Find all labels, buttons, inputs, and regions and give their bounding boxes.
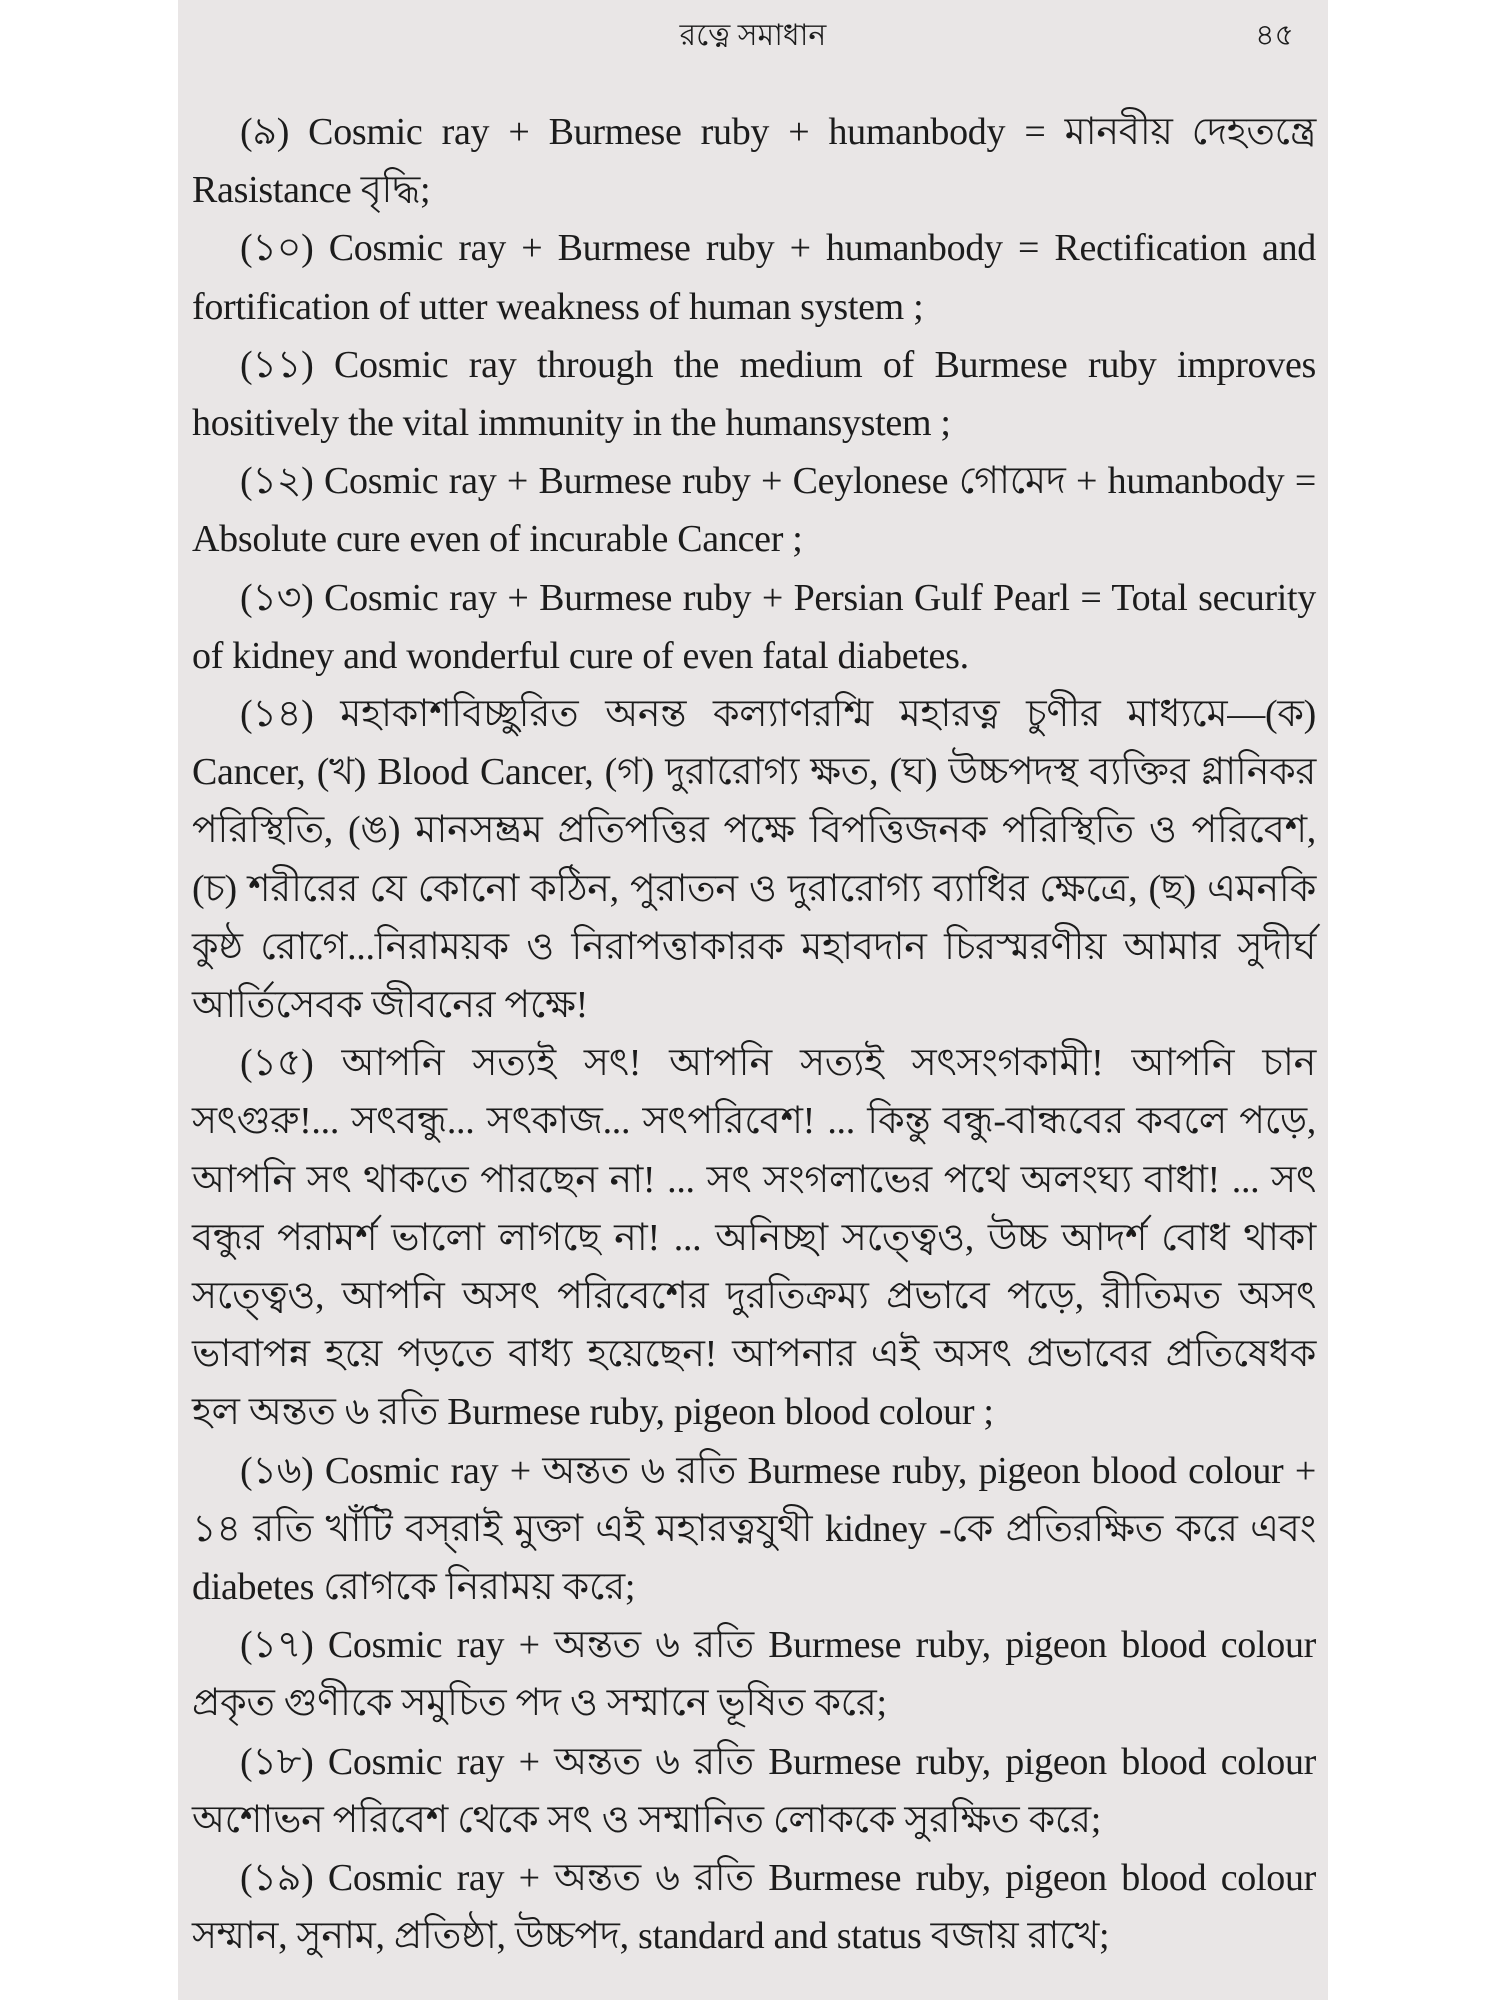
entry-15: (১৫) আপনি সত্যই সৎ! আপনি সত্যই সৎসংগকামী! আপনি চান সৎগুরু!... সৎবন্ধু... সৎকাজ... সৎপরিবেশ! ... কিন্তু বন্ধু-বান্ধবের কবলে পড়ে, আপনি সৎ থাকতে পারছেন না! ... সৎ সংগলাভের পথে অলংঘ্য বাধা! ... সৎ বন্ধুর পরামর্শ ভালো লাগছে না! ... অনিচ্ছা সত্ত্বেও, উচ্চ আদর্শ বোধ থাকা সত্ত্বেও, আপনি অসৎ পরিবেশের দুরতিক্রম্য প্রভাবে পড়ে, রীতিমত অসৎ ভাবাপন্ন হয়ে পড়তে বাধ্য হয়েছেন! আপনার এই অসৎ প্রভাবের প্রতিষেধক হল অন্তত ৬ রতি Burmese ruby, pigeon blood colour ; bbox=[192, 1042, 1316, 1434]
page-number: ৪৫ bbox=[1255, 19, 1294, 52]
entry-12: (১২) Cosmic ray + Burmese ruby + Ceylonese গোমেদ + humanbody = Absolute cure even of incurable Cancer ; bbox=[192, 460, 1316, 561]
entry-11: (১১) Cosmic ray through the medium of Burmese ruby improves hositively the vital immunity in the humansystem ; bbox=[192, 343, 1316, 445]
entry-13: (১৩) Cosmic ray + Burmese ruby + Persian Gulf Pearl = Total security of kidney and wonderful cure of even fatal diabetes. bbox=[192, 576, 1316, 677]
entry-18: (১৮) Cosmic ray + অন্তত ৬ রতি Burmese ruby, pigeon blood colour অশোভন পরিবেশ থেকে সৎ ও সম্মানিত লোককে সুরক্ষিত করে; bbox=[192, 1740, 1316, 1841]
body-text bbox=[192, 103, 1316, 1966]
entry-10: (১০) Cosmic ray + Burmese ruby + humanbody = Rectification and fortification of utter weakness of human system ; bbox=[192, 227, 1316, 328]
page-header bbox=[178, 14, 1328, 58]
entry-14: (১৪) মহাকাশবিচ্ছুরিত অনন্ত কল্যাণরশ্মি মহারত্ন চুণীর মাধ্যমে—(ক) Cancer, (খ) Blood Cancer, (গ) দুরারোগ্য ক্ষত, (ঘ) উচ্চপদস্থ ব্যক্তির গ্লানিকর পরিস্থিতি, (ঙ) মানসম্ভ্রম প্রতিপত্তির পক্ষে বিপত্তিজনক পরিস্থিতি ও পরিবেশ, (চ) শরীরের যে কোনো কঠিন, পুরাতন ও দুরারোগ্য ব্যাধির ক্ষেত্রে, (ছ) এমনকি কুষ্ঠ রোগে...নিরাময়ক ও নিরাপত্তাকারক মহাবদান চিরস্মরণীয় আমার সুদীর্ঘ আর্তিসেবক জীবনের পক্ষে! bbox=[192, 693, 1316, 1027]
entry-19: (১৯) Cosmic ray + অন্তত ৬ রতি Burmese ruby, pigeon blood colour সম্মান, সুনাম, প্রতিষ্ঠা, উচ্চপদ, standard and status বজায় রাখে; bbox=[192, 1857, 1316, 1958]
entry-9: (৯) Cosmic ray + Burmese ruby + humanbody = মানবীয় দেহতন্ত্রে Rasistance বৃদ্ধি; bbox=[192, 111, 1316, 212]
entry-16: (১৬) Cosmic ray + অন্তত ৬ রতি Burmese ruby, pigeon blood colour + ১৪ রতি খাঁটি বস্‌রাই মুক্তা এই মহারত্নযুথী kidney -কে প্রতিরক্ষিত করে এবং diabetes রোগকে নিরাময় করে; bbox=[192, 1449, 1316, 1609]
entry-17: (১৭) Cosmic ray + অন্তত ৬ রতি Burmese ruby, pigeon blood colour প্রকৃত গুণীকে সমুচিত পদ ও সম্মানে ভূষিত করে; bbox=[192, 1624, 1316, 1725]
running-title: রত্নে সমাধান bbox=[679, 19, 827, 52]
book-page bbox=[178, 0, 1328, 2000]
